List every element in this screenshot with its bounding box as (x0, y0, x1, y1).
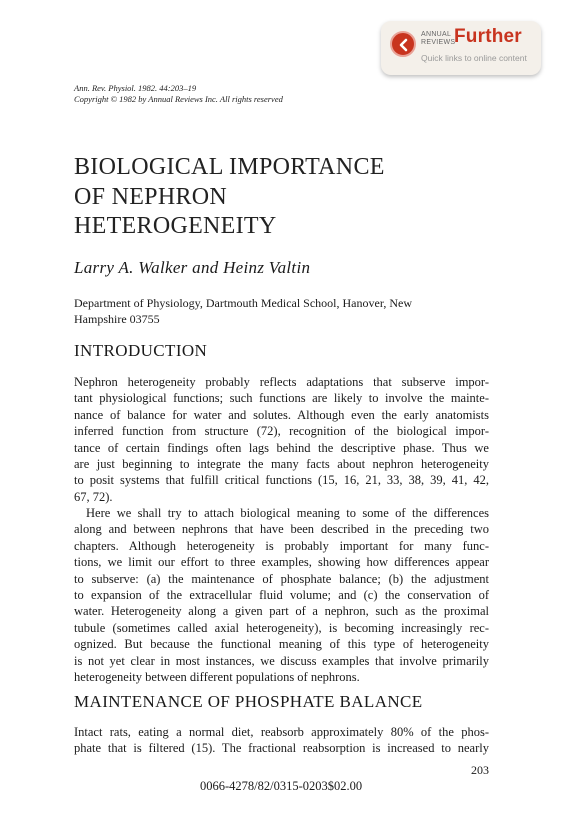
text-line: Intact rats, eating a normal diet, reabsorb approximately 80% of the phos- (74, 725, 489, 739)
title-line1: BIOLOGICAL IMPORTANCE (74, 154, 385, 180)
badge-small-line2: REVIEWS (421, 38, 456, 46)
text-line: chapters. Although heterogeneity is probably important for many func- (74, 538, 489, 553)
intro-heading: INTRODUCTION (74, 341, 208, 360)
intro-paragraph-2 (74, 505, 489, 685)
text-line: to posit systems that fulfill critical functions (15, 16, 21, 33, 38, 39, 41, 42, (74, 473, 489, 488)
text-line: tant physiological functions; such functions are likely to involve the mainte- (74, 391, 489, 406)
authors: Larry A. Walker and Heinz Valtin (74, 258, 311, 277)
text-line: along and between nephrons that have been described in the preceding two (74, 522, 489, 537)
badge-further-label: Further (454, 26, 522, 47)
text-line: to subserve: (a) the maintenance of phosphate balance; (b) the adjustment (74, 571, 489, 586)
text-line: to expansion of the extracellular fluid volume; and (c) the conservation of (74, 588, 489, 603)
text-line: 67, 72). (74, 489, 113, 504)
article-title (74, 153, 385, 242)
intro-paragraph-1 (74, 374, 489, 505)
text-line: Nephron heterogeneity probably reflects adaptations that subserve impor- (74, 375, 489, 389)
text-line: Here we shall try to attach biological meaning to some of the differences (86, 506, 489, 520)
badge-small-line1: ANNUAL (421, 31, 452, 38)
title-line3: HETEROGENEITY (74, 213, 277, 239)
text-line: ognized. But because the functional meaning of this type of heterogeneity (74, 637, 489, 652)
text-line: phate that is filtered (15). The fractional reabsorption is increased to nearly (74, 741, 489, 756)
phosphate-heading: MAINTENANCE OF PHOSPHATE BALANCE (74, 692, 423, 711)
text-line: heterogeneity between different populations of nephrons. (74, 670, 360, 685)
text-line: inferred function from structure (72), recognition of the biological impor- (74, 424, 489, 439)
text-line: tubule (sometimes called axial heterogeneity), is becoming increasingly rec- (74, 620, 489, 635)
text-line: water. Heterogeneity along a given part of a nephron, such as the proximal (74, 604, 489, 619)
citation-line1: Ann. Rev. Physiol. 1982. 44:203–19 (74, 83, 197, 93)
phosphate-paragraph-1 (74, 724, 489, 757)
text-line: are just beginning to integrate the many facts about nephron heterogeneity (74, 457, 489, 472)
page-number: 203 (471, 763, 489, 777)
badge-subtitle: Quick links to online content (421, 53, 527, 63)
affiliation-line1: Department of Physiology, Dartmouth Medical School, Hanover, New (74, 296, 413, 310)
badge-publisher (421, 31, 455, 46)
document-code: 0066-4278/82/0315-0203$02.00 (200, 779, 363, 793)
title-line2: OF NEPHRON (74, 183, 228, 210)
play-arrow-icon (390, 31, 416, 57)
affiliation (74, 295, 412, 327)
further-badge[interactable] (381, 21, 541, 75)
affiliation-line2: Hampshire 03755 (74, 312, 160, 326)
text-line: is not yet clear in most instances, we discuss examples that involve primarily (74, 653, 489, 668)
citation-line2: Copyright © 1982 by Annual Reviews Inc. All rights reserved (74, 94, 283, 104)
text-line: tance of certain findings often lags behind the descriptive phase. Thus we (74, 440, 489, 455)
citation (74, 83, 283, 105)
text-line: nance of balance for water and solutes. Although even the early anatomists (74, 407, 489, 422)
text-line: tions, we limit our effort to three examples, showing how differences appear (74, 555, 489, 570)
